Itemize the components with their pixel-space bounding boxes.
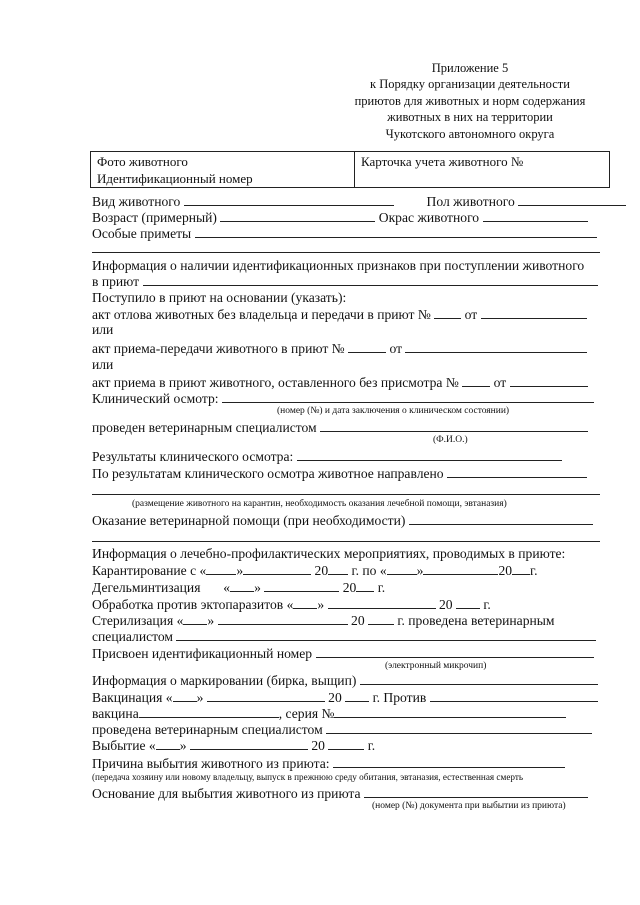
leave-reason-row [92, 755, 565, 772]
year-suffix: г. [483, 597, 491, 612]
leave-label: Выбытие « [92, 738, 156, 753]
header-line: приютов для животных и норм содержания [354, 93, 586, 108]
leave-day-field[interactable] [156, 737, 180, 750]
year-prefix: 20 [328, 690, 342, 705]
leave-month-field[interactable] [190, 737, 308, 750]
ecto-month-field[interactable] [328, 596, 436, 609]
deworm-year-field[interactable] [356, 579, 374, 592]
clinical-note: (номер (№) и дата заключения о клиническом состоянии) [277, 406, 510, 416]
age-field[interactable] [220, 209, 375, 222]
color-field[interactable] [483, 209, 588, 222]
leave-row [92, 737, 375, 754]
id-info-row2 [92, 273, 598, 290]
species-row [92, 193, 626, 210]
act3-number-field[interactable] [462, 374, 490, 387]
steril-month-field[interactable] [218, 612, 348, 625]
leave-reason-label: Причина выбытия животного из приюта: [92, 756, 330, 771]
series-label: , серия № [278, 706, 335, 721]
vet-help-line2 [92, 541, 600, 542]
steril-label: Стерилизация « [92, 613, 184, 628]
chip-note: (электронный микрочип) [385, 661, 487, 671]
quarantine-year-field[interactable] [328, 562, 348, 575]
clinical-field[interactable] [222, 390, 594, 403]
vet-row [92, 419, 588, 436]
act1-label: акт отлова животных без владельца и передачи в приют № [92, 307, 431, 322]
leave-year-field[interactable] [328, 737, 364, 750]
appendix-header [350, 60, 590, 142]
steril-row [92, 612, 555, 629]
leave-basis-note: (номер (№) документа при выбытии из приюта) [372, 801, 566, 811]
sent-line2 [92, 494, 600, 495]
act1-number-field[interactable] [434, 306, 461, 319]
quarantine-month2-field[interactable] [423, 562, 498, 575]
vaccine-label: вакцина [92, 706, 139, 721]
age-label: Возраст (примерный) [92, 210, 217, 225]
from-label: от [493, 375, 507, 390]
assigned-field[interactable] [316, 645, 594, 658]
assigned-label: Присвоен идентификационный номер [92, 646, 313, 661]
quote: » [196, 690, 204, 705]
vet-by2-row [92, 721, 592, 738]
id-info-label2: в приют [92, 274, 140, 289]
quarantine-day2-field[interactable] [387, 562, 417, 575]
marking-label: Информация о маркировании (бирка, выщип) [92, 673, 357, 688]
act1-date-field[interactable] [481, 306, 587, 319]
results-label: Результаты клинического осмотра: [92, 449, 294, 464]
vacc-month-field[interactable] [207, 689, 325, 702]
sex-label: Пол животного [426, 194, 515, 209]
vet-name-field[interactable] [320, 419, 588, 432]
year-prefix: 20 [311, 738, 325, 753]
vet-by2-field[interactable] [326, 721, 592, 734]
act2-date-field[interactable] [405, 340, 587, 353]
steril-vet-label: г. проведена ветеринарным [397, 613, 555, 628]
marks-line2 [92, 252, 600, 253]
ecto-label: Обработка против эктопаразитов « [92, 597, 294, 612]
quote: » [179, 738, 187, 753]
marking-row [92, 672, 598, 689]
quote: » [207, 613, 215, 628]
vet-help-label: Оказание ветеринарной помощи (при необходимости) [92, 513, 406, 528]
header-line: Приложение 5 [431, 61, 509, 75]
from-label: от [389, 341, 403, 356]
to-label: г. по « [351, 563, 387, 578]
year-prefix: 20 [438, 597, 453, 612]
act2-row [92, 340, 587, 357]
against-label: г. Против [372, 690, 427, 705]
or-label: или [92, 357, 114, 372]
quarantine-row [92, 562, 537, 579]
sent-field[interactable] [447, 465, 587, 478]
id-info-row: Информация о наличии идентификационных признаков при поступлении животного [92, 258, 585, 273]
sent-label: По результатам клинического осмотра животное направлено [92, 466, 444, 481]
deworm-label: Дегельминтизация [92, 580, 201, 595]
year-prefix: 20 [314, 563, 329, 578]
leave-basis-label: Основание для выбытия животного из приюта [92, 786, 361, 801]
clinical-label: Клинический осмотр: [92, 391, 219, 406]
specialist-field[interactable] [176, 628, 596, 641]
quarantine-month-field[interactable] [243, 562, 311, 575]
quarantine-label: Карантирование с « [92, 563, 207, 578]
vaccine-field[interactable] [139, 705, 279, 718]
vet-by-label: проведен ветеринарным специалистом [92, 420, 317, 435]
vacc-against-field[interactable] [430, 689, 598, 702]
sent-row [92, 465, 587, 482]
photo-cell [91, 152, 355, 187]
quote: » [416, 563, 424, 578]
quarantine-year2-field[interactable] [512, 562, 530, 575]
act3-row [92, 374, 588, 391]
year-prefix: 20 [342, 580, 357, 595]
vacc-day-field[interactable] [173, 689, 197, 702]
year-suffix: г. [377, 580, 386, 595]
vaccine-row [92, 705, 566, 722]
leave-note: (передача хозяину или новому владельцу, выпуск в прежнюю среду обитания, эвтаназия, естественная смерть [92, 772, 524, 782]
age-row [92, 209, 588, 226]
year-prefix: 20 [351, 613, 365, 628]
species-label: Вид животного [92, 194, 181, 209]
act3-date-field[interactable] [510, 374, 588, 387]
admitted-label: Поступило в приют на основании (указать): [92, 290, 347, 305]
quote: » [254, 580, 261, 595]
ecto-year-field[interactable] [456, 596, 480, 609]
prevent-label: Информация о лечебно-профилактических мероприятиях, проводимых в приюте: [92, 546, 566, 561]
vet-help-row [92, 512, 593, 529]
act3-label: акт приема в приют животного, оставленного без присмотра № [92, 375, 459, 390]
header-line: Чукотского автономного округа [385, 126, 555, 141]
leave-reason-field[interactable] [333, 755, 565, 768]
quote: » [317, 597, 325, 612]
steril-day-field[interactable] [183, 612, 207, 625]
color-label: Окрас животного [378, 210, 480, 225]
ecto-row [92, 596, 491, 613]
year-prefix: 20 [498, 563, 513, 578]
species-field[interactable] [184, 193, 394, 206]
header-line: животных в них на территории [387, 110, 553, 125]
from-label: от [464, 307, 478, 322]
quote: » [236, 563, 244, 578]
id-info-field[interactable] [143, 273, 598, 286]
header-line: к Порядку организации деятельности [370, 77, 570, 92]
card-title-cell [355, 152, 609, 187]
ecto-day-field[interactable] [293, 596, 317, 609]
vet-help-field[interactable] [409, 512, 593, 525]
quarantine-day-field[interactable] [206, 562, 236, 575]
leave-basis-field[interactable] [364, 785, 588, 798]
series-field[interactable] [334, 705, 566, 718]
specialist-label: специалистом [92, 629, 174, 644]
act1-row [92, 306, 587, 323]
results-row [92, 448, 562, 465]
year-suffix: г. [367, 738, 376, 753]
year-suffix: г. [530, 563, 538, 578]
act2-label: акт приема-передачи животного в приют № [92, 341, 345, 356]
marks-label: Особые приметы [92, 226, 192, 241]
vacc-label: Вакцинация « [92, 690, 173, 705]
vet-by2-label: проведена ветеринарным специалистом [92, 722, 323, 737]
deworm-month-field[interactable] [264, 579, 339, 592]
fio-note: (Ф.И.О.) [433, 435, 468, 445]
quote: « [223, 580, 231, 595]
card-header-table [90, 151, 610, 188]
vacc-year-field[interactable] [345, 689, 369, 702]
results-field[interactable] [297, 448, 562, 461]
act2-number-field[interactable] [348, 340, 386, 353]
deworm-day-field[interactable] [230, 579, 254, 592]
marks-field[interactable] [195, 225, 597, 238]
sex-field[interactable] [518, 193, 626, 206]
assigned-row [92, 645, 594, 662]
or-label: или [92, 322, 114, 337]
marking-field[interactable] [360, 672, 598, 685]
card-title: Карточка учета животного № [361, 154, 524, 169]
sent-note: (размещение животного на карантин, необходимость оказания лечебной помощи, эвтаназия) [132, 499, 507, 509]
vacc-row [92, 689, 598, 706]
photo-label: Фото животного [97, 154, 188, 169]
steril-year-field[interactable] [368, 612, 394, 625]
specialist-row [92, 628, 596, 645]
marks-row [92, 225, 597, 242]
deworm-row [92, 579, 385, 596]
id-number-label: Идентификационный номер [97, 171, 253, 186]
